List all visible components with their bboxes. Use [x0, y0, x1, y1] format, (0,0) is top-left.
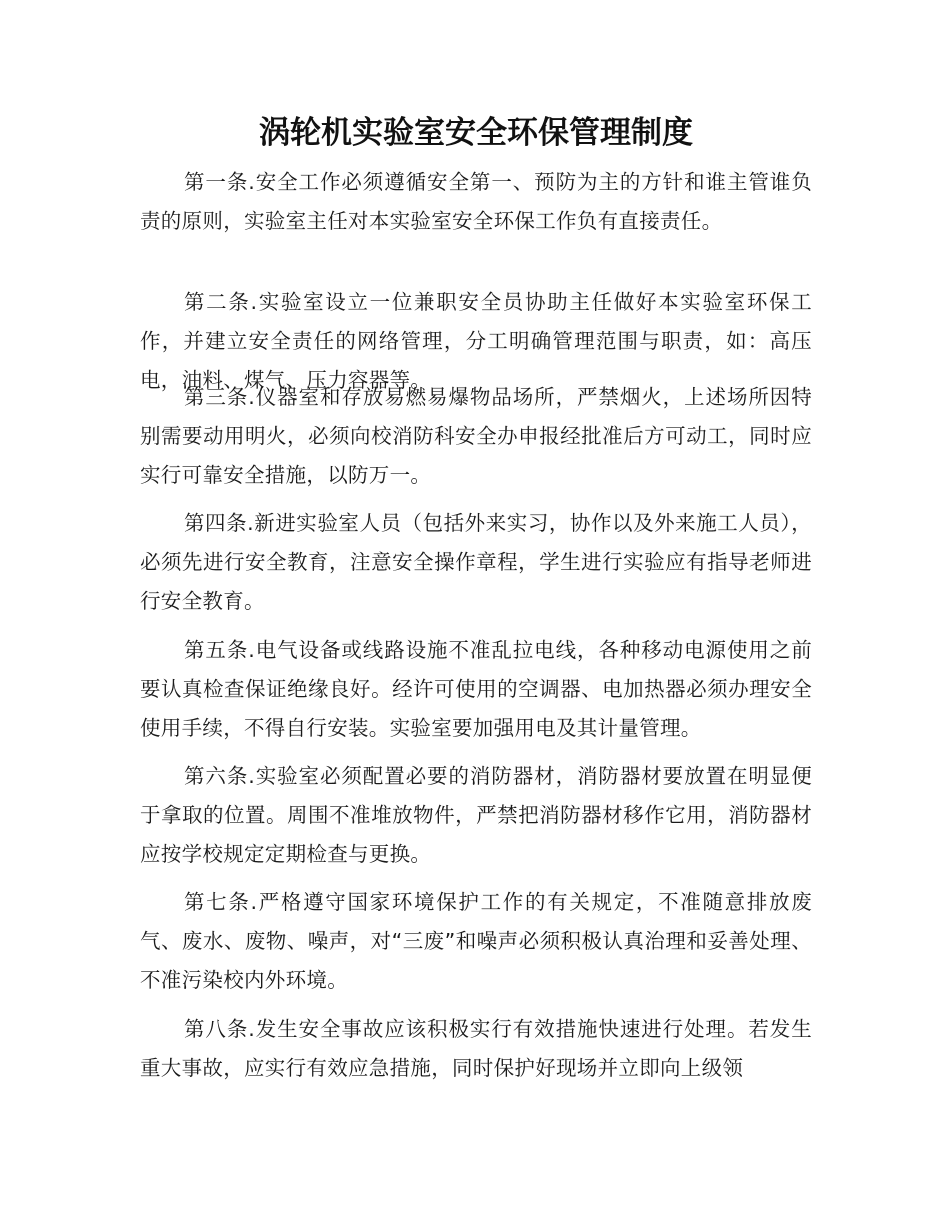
article-5: 第五条.电气设备或线路设施不准乱拉电线，各种移动电源使用之前要认真检查保证绝缘良好。经许可使用的空调器、电加热器必须办理安全使用手续，不得自行安装。实验室要加强用电及其计量管理。 — [140, 638, 812, 740]
article-8: 第八条.发生安全事故应该积极实行有效措施快速进行处理。若发生重大事故，应实行有效应急措施，同时保护好现场并立即向上级领 — [140, 1017, 812, 1080]
article-3: 第三条.仪器室和存放易燃易爆物品场所，严禁烟火，上述场所因特别需要动用明火，必须向校消防科安全办申报经批准后方可动工，同时应实行可靠安全措施，以防万一。 — [140, 385, 812, 487]
article-1: 第一条.安全工作必须遵循安全第一、预防为主的方针和谁主管谁负责的原则，实验室主任对本实验室安全环保工作负有直接责任。 — [140, 170, 812, 233]
article-4: 第四条.新进实验室人员（包括外来实习，协作以及外来施工人员），必须先进行安全教育，注意安全操作章程，学生进行实验应有指导老师进行安全教育。 — [140, 511, 812, 613]
article-6: 第六条.实验室必须配置必要的消防器材，消防器材要放置在明显便于拿取的位置。周围不准堆放物件，严禁把消防器材移作它用，消防器材应按学校规定定期检查与更换。 — [140, 764, 812, 866]
document-title: 涡轮机实验室安全环保管理制度 — [259, 115, 693, 151]
article-7: 第七条.严格遵守国家环境保护工作的有关规定，不准随意排放废气、废水、废物、噪声，对“三废”和噪声必须积极认真治理和妥善处理、不准污染校内外环境。 — [140, 890, 812, 992]
article-2: 第二条.实验室设立一位兼职安全员协助主任做好本实验室环保工作，并建立安全责任的网络管理，分工明确管理范围与职责，如：高压电，油料、煤气、压力容器等。 — [140, 290, 812, 392]
